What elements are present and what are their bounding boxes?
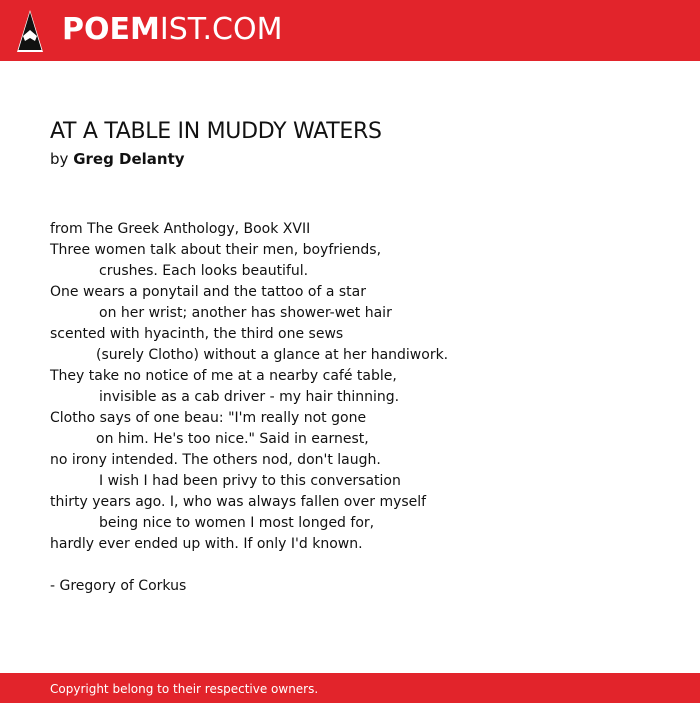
poem-line: Three women talk about their men, boyfriends, [50,242,382,258]
poem-line: on her wrist; another has shower-wet hair [99,305,392,321]
site-footer [0,673,700,703]
poem-line: Clotho says of one beau: "I'm really not gone [50,410,367,426]
poem-line: invisible as a cab driver - my hair thinning. [99,389,400,405]
poem-attribution: - Gregory of Corkus [50,578,187,594]
site-logo-text[interactable] [62,12,282,48]
brand-light: IST.COM [159,12,283,47]
pencil-icon[interactable] [16,10,44,52]
poem-title: AT A TABLE IN MUDDY WATERS [50,119,382,144]
author-name: Greg Delanty [73,150,185,168]
poem-body [50,219,650,597]
poem-line: no irony intended. The others nod, don't laugh. [50,452,381,468]
poem-line: on him. He's too nice." Said in earnest, [96,431,369,447]
poem-line: scented with hyacinth, the third one sews [50,326,344,342]
poem-line: (surely Clotho) without a glance at her handiwork. [96,347,449,363]
brand-bold: POEM [62,12,160,47]
poem-line: thirty years ago. I, who was always fallen over myself [50,494,427,510]
poem-line: One wears a ponytail and the tattoo of a star [50,284,366,300]
poem-line: hardly ever ended up with. If only I'd known. [50,536,363,552]
poem-line: crushes. Each looks beautiful. [99,263,309,279]
byline [50,149,185,169]
poem-line: I wish I had been privy to this conversation [99,473,401,489]
poem-line: being nice to women I most longed for, [99,515,375,531]
site-header [0,0,700,61]
poem-line: They take no notice of me at a nearby café table, [50,368,397,384]
copyright-text: Copyright belong to their respective owners. [50,682,319,696]
poem-line: from The Greek Anthology, Book XVII [50,221,311,237]
stanza-break [50,555,650,576]
by-label: by [50,150,69,168]
